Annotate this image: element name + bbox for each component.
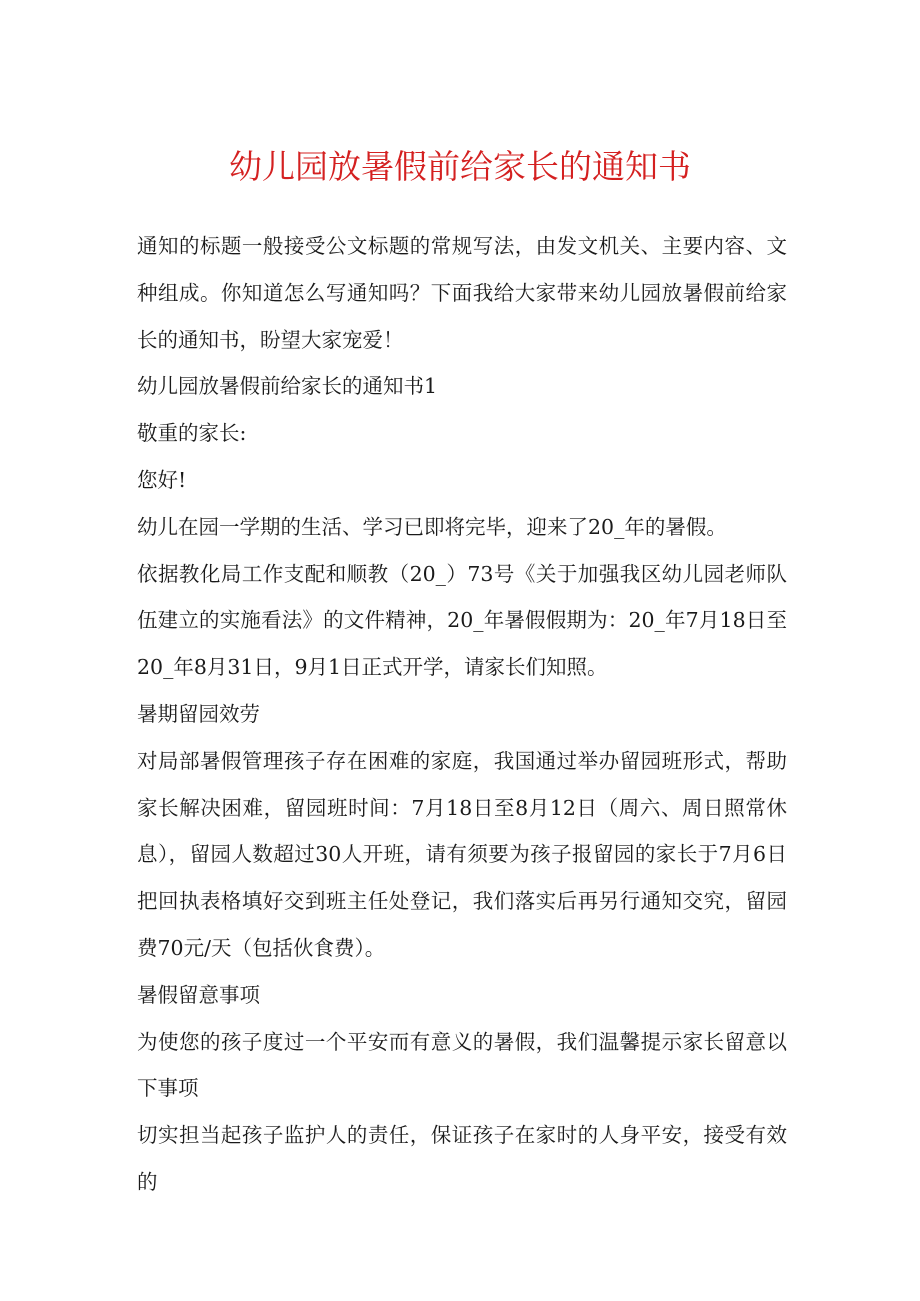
- holiday-dates-paragraph: 依据教化局工作支配和顺教（20_）73号《关于加强我区幼儿园老师队伍建立的实施看法》的文件精神，20_年暑假假期为：20_年7月18日至20_年8月31日，9月1日正式开学，请家长们知照。: [137, 561, 787, 680]
- semester-end-paragraph: 幼儿在园一学期的生活、学习已即将完毕，迎来了20_年的暑假。: [137, 514, 727, 539]
- summer-care-paragraph: 对局部暑假管理孩子存在困难的家庭，我国通过举办留园班形式，帮助家长解决困难，留园班时间：7月18日至8月12日（周六、周日照常休息），留园人数超过30人开班，请有须要为孩子报留园的家长于7月6日把回执表格填好交到班主任处登记，我们落实后再另行通知交究，留园费70元/天（包括伙食费）。: [137, 748, 787, 960]
- section-heading-notice-1: 幼儿园放暑假前给家长的通知书1: [137, 374, 438, 399]
- guardian-responsibility-paragraph: 切实担当起孩子监护人的责任，保证孩子在家时的人身平安，接受有效的: [137, 1123, 787, 1194]
- section-heading-summer-care: 暑期留园效劳: [137, 701, 260, 726]
- document-body: [137, 223, 787, 1206]
- document-title: 幼儿园放暑假前给家长的通知书: [229, 147, 691, 186]
- precautions-intro-paragraph: 为使您的孩子度过一个平安而有意义的暑假，我们温馨提示家长留意以下事项: [137, 1029, 787, 1101]
- salutation: 敬重的家长:: [137, 421, 247, 446]
- section-heading-precautions: 暑假留意事项: [137, 982, 260, 1007]
- intro-paragraph: 通知的标题一般接受公文标题的常规写法，由发文机关、主要内容、文种组成。你知道怎么写通知吗？下面我给大家带来幼儿园放暑假前给家长的通知书，盼望大家宠爱！: [137, 234, 787, 352]
- greeting: 您好!: [137, 467, 187, 492]
